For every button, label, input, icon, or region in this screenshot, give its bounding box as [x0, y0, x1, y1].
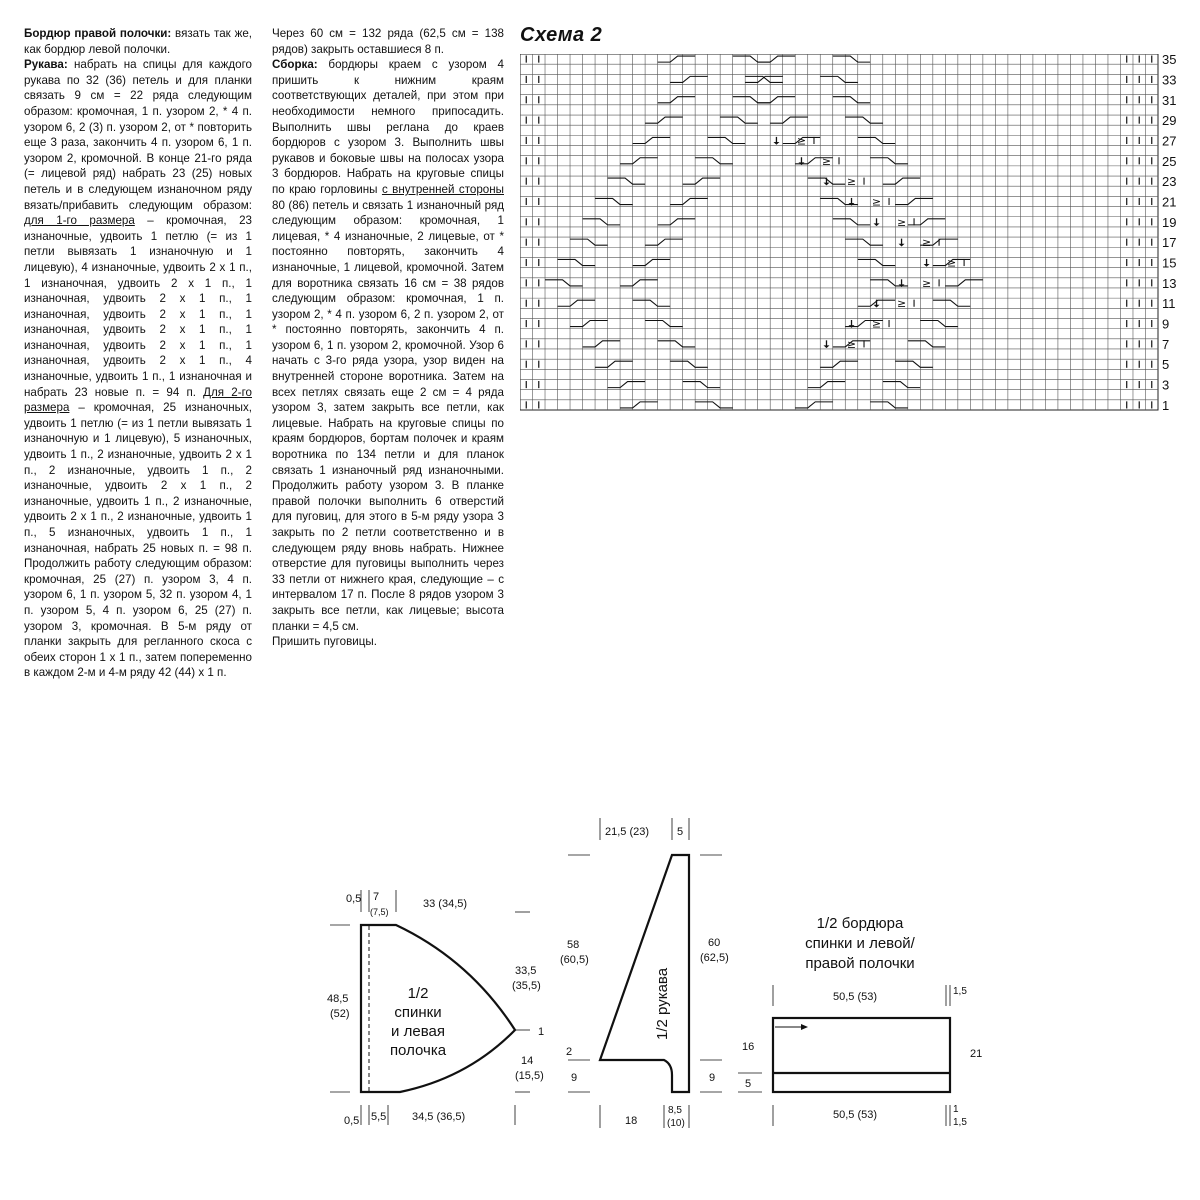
sleeve-top-5: 5	[677, 826, 684, 838]
front-left-height: 48,5	[327, 993, 349, 1005]
sleeve-bottom-85: 8,5	[668, 1105, 682, 1116]
chart-row-number: 21	[1162, 194, 1177, 210]
border-top-width: 50,5 (53)	[833, 991, 878, 1003]
chart-row-numbers	[1162, 54, 1176, 413]
sleeve-top-width: 21,5 (23)	[605, 826, 650, 838]
size-1-label: для 1-го размера	[24, 214, 135, 228]
heading-assembly: Сборка:	[272, 58, 318, 72]
front-top-75: (7,5)	[370, 907, 389, 917]
sleeve-bottom-10: (10)	[667, 1118, 685, 1129]
chart-grid	[520, 54, 1158, 410]
svg-text:≥: ≥	[896, 297, 907, 311]
paragraph-sleeves	[24, 57, 252, 681]
size-2-label: Для 2-го размера	[24, 385, 252, 415]
front-title-3: и левая	[391, 1023, 445, 1040]
svg-text:≥: ≥	[871, 195, 882, 209]
chart-row-number: 31	[1162, 92, 1177, 108]
front-right-14: 14	[521, 1055, 534, 1067]
border-bottom-1: 1	[953, 1104, 959, 1115]
chart-row-number: 15	[1162, 255, 1177, 271]
border-title-3: правой полочки	[805, 955, 915, 972]
border-title-1: 1/2 бордюра	[816, 915, 904, 932]
sleeve-right-625: (62,5)	[700, 952, 729, 964]
border-outline	[773, 1018, 950, 1092]
border-left-16: 16	[742, 1041, 755, 1053]
svg-text:≥: ≥	[871, 317, 882, 331]
border-bottom-15: 1,5	[953, 1117, 967, 1128]
sleeve-right-60: 60	[708, 937, 721, 949]
heading-border-right: Бордюр правой полочки:	[24, 27, 172, 40]
chart-row-number: 19	[1162, 214, 1177, 230]
sleeve-left-9: 9	[571, 1072, 578, 1084]
border-left-5: 5	[745, 1078, 752, 1090]
front-bottom-width: 34,5 (36,5)	[412, 1111, 466, 1123]
front-left-height2: (52)	[330, 1008, 350, 1020]
chart-row-number: 17	[1162, 235, 1177, 251]
text-column-1	[24, 26, 252, 681]
front-bottom-05: 0,5	[344, 1115, 360, 1127]
chart-row-number: 13	[1162, 275, 1177, 291]
svg-text:≥: ≥	[846, 175, 857, 189]
sleeve-left-605: (60,5)	[560, 954, 589, 966]
sleeve-left-2: 2	[566, 1046, 573, 1058]
text-sleeves-2: – кромочная, 23 изнаночные, удвоить 1 петлю (= из 1 петли вывязать 1 изнаночную и 1 лицевую), 4 изнаночные, удвоить 2 х 1 п., 1 изнаночная, удвоить 2 х 1 п., 1 изнаночная, удвоить 2 х 1 п., 1 изнаночная, удвоить 2 х 1 п., 1 изнаночная, удвоить 2 х 1 п., 1 изнаночная, удвоить 2 х 1 п., 1 изнаночная, удвоить 2 х 1 п., 4 изнаночные, удвоить 1 п., 1 изнаночная и набрать 23 новые п. = 94 п.	[24, 214, 252, 399]
text-border-right: вязать так же, как бордюр левой полочки.	[24, 27, 252, 56]
text-sleeves-3: – кромочная, 25 изнаночных, удвоить 1 петлю (= из 1 петли вывязать 1 изнаночную и 1 лицевую), 5 изнаночных, удвоить 1 п., 2 изнаночные, удвоить 2 х 1 п., 2 изнаночные, удвоить 1 п., 2 изнаночные, удвоить 2 х 1 п., 2 изнаночные, удвоить 1 п., 2 изнаночные, удвоить 2 х 1 п., 2 изнаночные, удвоить 1 п., 5 изнаночных, удвоить 1 п., 1 изнаночная, набрать 25 новых п. = 98 п. Продолжить работу следующим образом: кромочная, 25 (27) п. узором 3, 4 п. узором 6, 1 п. узором 5, 32 п. узором 4, 1 п. узором 5, 4 п. узором 6, 25 (27) п. узором 3, кромочная. В 5-м ряду от планки закрыть для регланного скоса с обеих сторон 1 х 1 п., затем попеременно в каждом 2-м и 4-м ряду 42 (44) х 1 п.	[24, 401, 252, 680]
chart-row-number: 25	[1162, 153, 1177, 169]
svg-text:≥: ≥	[946, 256, 957, 270]
chart-row-number: 7	[1162, 336, 1170, 352]
border-bottom-width: 50,5 (53)	[833, 1109, 878, 1121]
front-right-height: 33,5	[515, 965, 537, 977]
front-right-155: (15,5)	[515, 1070, 544, 1082]
svg-text:≥: ≥	[796, 134, 807, 148]
knitting-chart	[520, 54, 1190, 414]
front-title-2: спинки	[394, 1004, 442, 1021]
svg-text:≥: ≥	[821, 154, 832, 168]
chart-row-number: 35	[1162, 54, 1177, 68]
schematic-diagrams	[0, 800, 1200, 1200]
front-top-width: 33 (34,5)	[423, 898, 468, 910]
border-top-15: 1,5	[953, 986, 967, 997]
chart-row-number: 23	[1162, 174, 1177, 190]
front-title-1: 1/2	[407, 985, 429, 1002]
paragraph-border-right	[24, 26, 252, 57]
inner-side-label: с внутренней стороны	[381, 182, 504, 196]
front-right-1: 1	[538, 1026, 545, 1038]
paragraph-buttons	[272, 634, 504, 650]
front-top-7: 7	[373, 891, 380, 903]
sleeve-bottom-18: 18	[625, 1115, 638, 1127]
chart-row-number: 3	[1162, 377, 1170, 393]
chart-row-number: 1	[1162, 397, 1170, 413]
front-back-schematic	[327, 890, 544, 1127]
scheme-title: Схема 2	[520, 24, 603, 46]
svg-text:≥: ≥	[921, 276, 932, 290]
text-assembly-1: бордюры краем с узором 4 пришить к нижним краям соответствующих деталей, при этом при необходимости немного припосадить. Выполнить швы реглана до краев бордюров с узором 3. Выполнить швы рукавов и боковые швы на полосах узора 3 бордюров. Набрать на круговые спицы по краю горловины	[272, 58, 504, 196]
svg-text:≥: ≥	[846, 337, 857, 351]
text-assembly-2: 80 (86) петель и связать 1 изнаночный ряд следующим образом: кромочная, 1 лицевая, * 4 изнаночные, 2 лицевые, от * постоянно повторять, закончить 4 изнаночные, 1 лицевой, кромочной. Затем для воротника связать 16 см = 38 рядов следующим образом: кромочная, 1 п. узором 2, * 4 п. узором 6, 2 п. узором 2, от * постоянно повторять, закончить 4 п. узором 6, 1 п. узором 2, кромочной. Узор 6 начать с 3-го ряда узора, узор виден на внутренней стороне воротника. Затем на всех петлях связать еще 2 см = 4 ряда узором 3, затем закрыть все петли, как лицевые. Набрать на круговые спицы по краям бордюров, бортам полочек и краям воротника по 134 петли и для планок связать 1 изнаночный ряд изнаночными. Продолжить работу узором 3. В планке правой полочки выполнить 6 отверстий для пуговиц, для этого в 5-м ряду узора 3 закрыть по 2 петли соответственно и в следующем ряду вновь набрать. Нижнее отверстие для пуговицы выполнить через 33 петли от нижнего края, следующие – с интервалом 17 п. После 8 рядов узором 3 закрыть все петли, как лицевые; высота планки = 4,5 см.	[272, 198, 504, 633]
chart-row-number: 29	[1162, 113, 1177, 129]
chart-row-number: 33	[1162, 72, 1177, 88]
sleeve-right-9: 9	[709, 1072, 716, 1084]
text-close: Через 60 см = 132 ряда (62,5 см = 138 рядов) закрыть оставшиеся 8 п.	[272, 27, 504, 56]
chart-row-number: 11	[1162, 296, 1176, 312]
heading-sleeves: Рукава:	[24, 58, 68, 72]
border-right-21: 21	[970, 1048, 983, 1060]
sleeve-outline	[600, 855, 689, 1092]
paragraph-close	[272, 26, 504, 57]
front-bottom-55: 5,5	[371, 1111, 387, 1123]
paragraph-assembly	[272, 57, 504, 634]
svg-text:≥: ≥	[896, 215, 907, 229]
border-schematic	[738, 915, 982, 1128]
chart-row-number: 9	[1162, 316, 1170, 332]
text-sleeves-1: набрать на спицы для каждого рукава по 32 (36) петель и для планки связать 9 см = 22 ряда следующим образом: кромочная, 1 п. узором 2, * 4 п. узором 6, 2 (3) п. узором 2, от * повторить еще 3 раза, закончить 4 п. узором 6, 1 п. узором 2, кромочной. В конце 21-го ряда (= лицевой ряд) набрать 23 (25) новых петель и в следующем изнаночном ряду вязать/прибавить следующим образом:	[24, 58, 252, 212]
svg-text:≥: ≥	[921, 236, 932, 250]
front-right-height2: (35,5)	[512, 980, 541, 992]
text-column-2	[272, 26, 504, 650]
sleeve-left-58: 58	[567, 939, 580, 951]
front-title-4: полочка	[389, 1042, 447, 1059]
border-title-2: спинки и левой/	[805, 935, 915, 952]
chart-row-number: 27	[1162, 133, 1177, 149]
sleeve-title: 1/2 рукава	[654, 967, 671, 1040]
front-top-05: 0,5	[346, 893, 362, 905]
chart-row-number: 5	[1162, 357, 1170, 373]
text-buttons: Пришить пуговицы.	[272, 635, 377, 649]
sleeve-schematic	[560, 818, 729, 1129]
